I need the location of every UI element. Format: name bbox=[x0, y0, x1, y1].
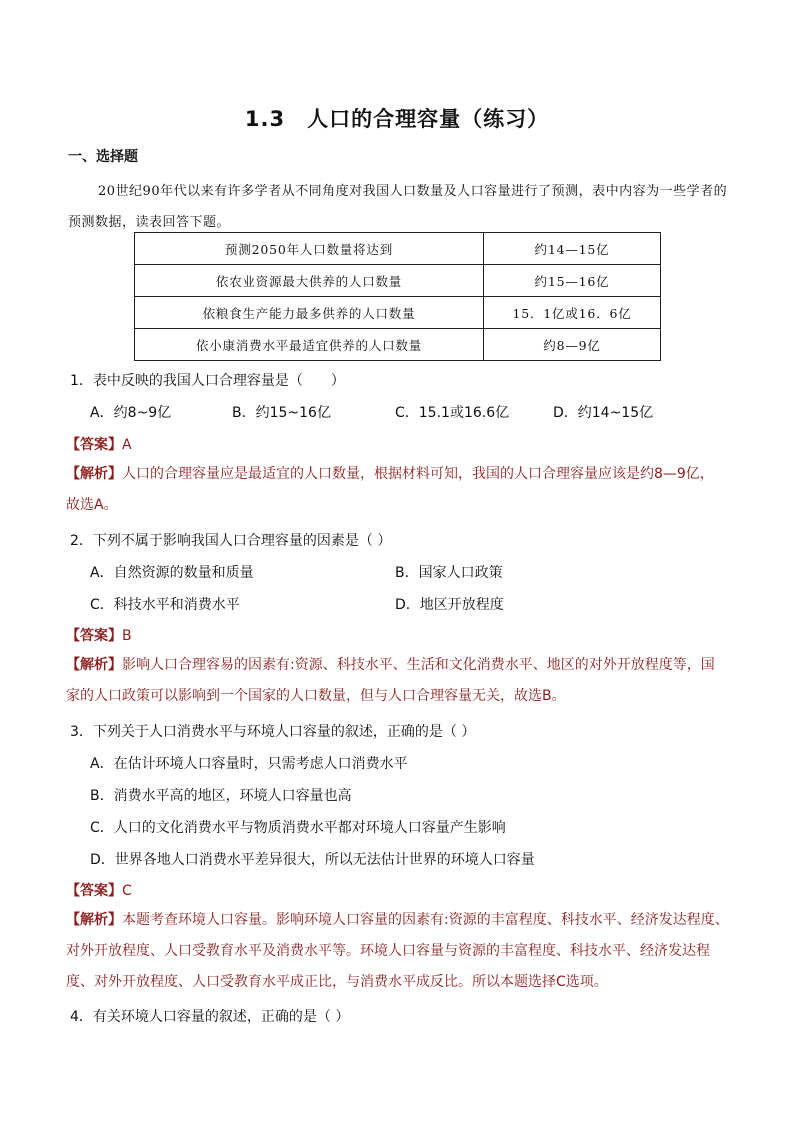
analysis-text: 度、对外开放程度、人口受教育水平成正比，与消费水平成反比。所以本题选择C选项。 bbox=[66, 974, 608, 990]
analysis-text: 对外开放程度、人口受教育水平及消费水平等。环境人口容量与资源的丰富程度、科技水平、经济发达程 bbox=[66, 943, 710, 959]
question-1-answer bbox=[66, 434, 132, 454]
analysis-tag: 【解析】 bbox=[66, 466, 122, 482]
question-3-answer bbox=[66, 880, 132, 900]
section-heading: 一、选择题 bbox=[68, 149, 138, 165]
question-1-option-b: B．约15~16亿 bbox=[232, 405, 331, 421]
question-2-answer bbox=[66, 625, 132, 645]
question-2-option-d: D．地区开放程度 bbox=[395, 597, 504, 613]
analysis-text: 影响人口合理容易的因素有:资源、科技水平、生活和文化消费水平、地区的对外开放程度等，国 bbox=[122, 657, 715, 673]
question-2-option-c: C．科技水平和消费水平 bbox=[90, 597, 240, 613]
answer-value: B bbox=[122, 628, 132, 644]
analysis-tag: 【解析】 bbox=[66, 657, 122, 673]
question-1-option-d: D．约14~15亿 bbox=[553, 405, 654, 421]
answer-tag: 【答案】 bbox=[66, 437, 122, 453]
answer-value: A bbox=[122, 437, 132, 453]
answer-tag: 【答案】 bbox=[66, 628, 122, 644]
question-2-analysis bbox=[66, 650, 732, 712]
question-1-option-a: A．约8~9亿 bbox=[90, 405, 172, 421]
table-row bbox=[135, 329, 661, 361]
table-cell: 依农业资源最大供养的人口数量 bbox=[135, 265, 484, 297]
question-1-stem: 1．表中反映的我国人口合理容量是（ ） bbox=[70, 373, 345, 389]
analysis-text: 故选A。 bbox=[66, 497, 118, 513]
table-cell: 预测2050年人口数量将达到 bbox=[135, 233, 484, 265]
question-3-option-b: B．消费水平高的地区，环境人口容量也高 bbox=[90, 788, 352, 804]
table-row bbox=[135, 265, 661, 297]
table-row bbox=[135, 297, 661, 329]
analysis-text: 本题考查环境人口容量。影响环境人口容量的因素有:资源的丰富程度、科技水平、经济发达程度、 bbox=[122, 912, 729, 928]
table-row bbox=[135, 233, 661, 265]
table-cell: 约8—9亿 bbox=[484, 329, 661, 361]
table-cell: 约15—16亿 bbox=[484, 265, 661, 297]
question-2-stem: 2．下列不属于影响我国人口合理容量的因素是（ ） bbox=[70, 533, 392, 549]
prediction-table bbox=[134, 232, 661, 361]
table-cell: 依小康消费水平最适宜供养的人口数量 bbox=[135, 329, 484, 361]
question-3-option-a: A．在估计环境人口容量时，只需考虑人口消费水平 bbox=[90, 756, 408, 772]
question-3-option-d: D．世界各地人口消费水平差异很大，所以无法估计世界的环境人口容量 bbox=[90, 852, 535, 868]
table-cell: 依粮食生产能力最多供养的人口数量 bbox=[135, 297, 484, 329]
analysis-text: 人口的合理容量应是最适宜的人口数量，根据材料可知，我国的人口合理容量应该是约8—9亿， bbox=[122, 466, 714, 482]
analysis-text: 家的人口政策可以影响到一个国家的人口数量，但与人口合理容量无关，故选B。 bbox=[66, 688, 566, 704]
question-3-stem: 3．下列关于人口消费水平与环境人口容量的叙述，正确的是（ ） bbox=[70, 724, 476, 740]
answer-tag: 【答案】 bbox=[66, 883, 122, 899]
table-cell: 约14—15亿 bbox=[484, 233, 661, 265]
answer-value: C bbox=[122, 883, 132, 899]
question-3-analysis bbox=[66, 905, 732, 998]
question-1-analysis bbox=[66, 459, 732, 521]
table-cell: 15．1亿或16．6亿 bbox=[484, 297, 661, 329]
question-4-stem: 4．有关环境人口容量的叙述，正确的是（ ） bbox=[70, 1009, 350, 1025]
intro-paragraph: 20世纪90年代以来有许多学者从不同角度对我国人口数量及人口容量进行了预测，表中内容为一些学者的预测数据，读表回答下题。 bbox=[68, 184, 728, 230]
page-title: 1.3 人口的合理容量（练习） bbox=[244, 107, 550, 131]
question-2-option-a: A．自然资源的数量和质量 bbox=[90, 565, 254, 581]
question-2-option-b: B．国家人口政策 bbox=[395, 565, 503, 581]
question-3-option-c: C．人口的文化消费水平与物质消费水平都对环境人口容量产生影响 bbox=[90, 820, 506, 836]
question-1-option-c: C．15.1或16.6亿 bbox=[395, 405, 510, 421]
analysis-tag: 【解析】 bbox=[66, 912, 122, 928]
